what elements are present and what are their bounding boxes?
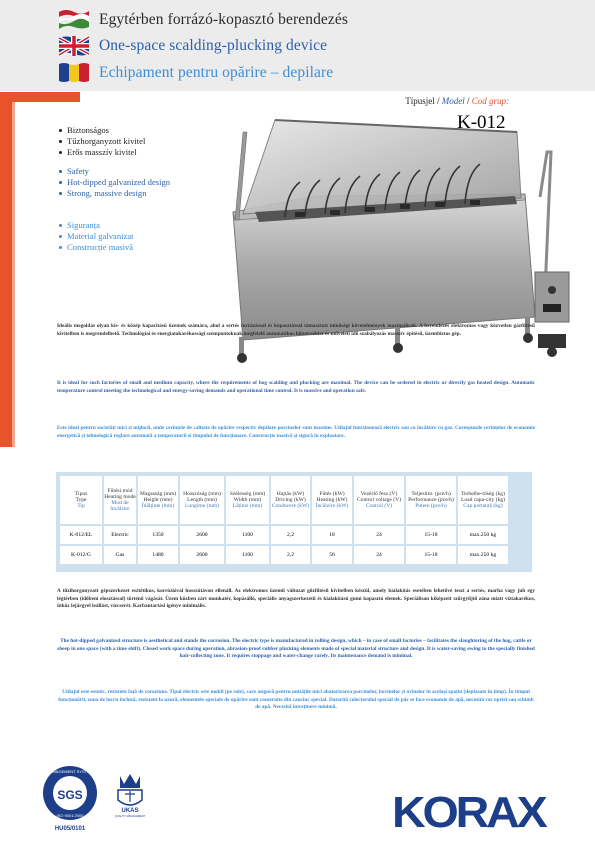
table-cell: 15-18 (406, 546, 456, 564)
ukas-label: UKAS (121, 808, 139, 814)
detail-en: The hot-dipped galvanized structure is aesthetical and stands the corrosion. The electric type is manufactured in rolling design, which – in case of small factories – facilitates the slaughtering of the hog, cattle or sheep in one space (with a time shift). Closed work space during operation, abrasion-proof rubber plucking elements made of special material structure and design. It is water-saving owing to the specially finished hair-collecting zone. It requires stoppage and water-change rarely. Its maintenance demand is minimal. (57, 638, 535, 660)
table-cell: 1100 (226, 526, 269, 544)
description-en: It is ideal for such factories of small and medium capacity, where the requirements of hog scalding and plucking are maximal. The device can be ordered in electric or directly gas heated design. Automatic temperature control meeting the technological and energy-saving demands and operational time control. It is massive and operation safe. (57, 380, 535, 394)
features-hu (59, 125, 145, 158)
table-header-cell: Hajtás (kW) Driving (kW) Conducere (kW) (271, 476, 310, 524)
accent-bar-light (12, 102, 15, 447)
header-row-en (0, 32, 595, 60)
feature-item: Safety (59, 166, 170, 177)
table-header-cell: Terhelhe-tőség (kg) Load capa-city (kg) Cap.portantă (kg) (458, 476, 508, 524)
table-header-cell: Vezérlő fesz.(V) Control voltage (V) Control (V) (354, 476, 404, 524)
iso-text: ISO 9001:2000 (56, 813, 84, 818)
cert-number: HU05/0101 (54, 826, 86, 832)
title-ro: Echipament pentru opărire – depilare (99, 64, 334, 81)
table-header-cell: Fűtési mód Heating mode Mod de încălzire (104, 476, 136, 524)
detail-ro: Utilajul este estetic, rezistent față de coroziune. Tipul electric este mobil (pe role), care asigură pentru unitățile mici abatorizarea porcinelor, bovinelor și ovinelor în același spațiu (deplasate în timp). În timpul funcționării, zona de lucru închisă, rezistent la uzură, elementele speciale de opărire sunt construite din cauciuc special. Datorită colectorului special de păr se face economie de apă, necesită rar opriri sau schimb de apă. Necesită întreținere minimă. (58, 689, 534, 711)
table-header-cell: Fűtés (kW) Heating (kW) Încălzire (kW) (312, 476, 352, 524)
table-cell: 56 (312, 546, 352, 564)
table-cell: 18 (312, 526, 352, 544)
type-label-ro: Cod grup: (471, 96, 509, 106)
table-header-cell: Magasság (mm) Height (mm) Înălțime (mm) (138, 476, 178, 524)
table-cell: max.250 kg (458, 526, 508, 544)
feature-item: Tűzhorganyzott kivitel (59, 136, 145, 147)
type-label-en: Model (441, 96, 465, 106)
table-cell: 2600 (180, 546, 224, 564)
model-code: K-012 (457, 112, 506, 133)
feature-item: Strong, massive design (59, 188, 170, 199)
type-line (405, 96, 509, 106)
type-sep-1: / (434, 96, 442, 106)
table-cell: 1480 (138, 546, 178, 564)
table-cell: 2600 (180, 526, 224, 544)
features-ro (59, 220, 134, 253)
table-header-cell: Típus Type Tip (60, 476, 102, 524)
feature-item: Siguranța (59, 220, 134, 231)
uk-flag-icon (58, 35, 90, 57)
spec-table (58, 474, 510, 566)
ukas-sub: QUALITY MANAGEMENT (114, 815, 146, 818)
sgs-ring-text: MANAGEMENT SYSTEM (46, 769, 94, 774)
title-en: One-space scalding-plucking device (99, 37, 328, 54)
table-cell: Gas (104, 546, 136, 564)
feature-item: Material galvanizat (59, 231, 134, 242)
table-cell: 24 (354, 546, 404, 564)
table-row (60, 546, 508, 564)
feature-item: Construcție masivă (59, 242, 134, 253)
table-header-cell: Teljesítm. (pce/h) Performance (pce/h) Putere (pce/h) (406, 476, 456, 524)
title-hu: Egytérben forrázó-kopasztó berendezés (99, 11, 348, 28)
feature-item: Erős masszív kivitel (59, 147, 145, 158)
table-cell: 1350 (138, 526, 178, 544)
table-header-cell: Hosszúság (mm) Length (mm) Lungime (mm) (180, 476, 224, 524)
features-en (59, 166, 170, 199)
description-hu: Ideális megoldás olyan kis- és közép kapacitású üzemek számára, ahol a sertés forrázással és kopasztással támasztott minőségi követelmények maximálisak. A berendezés elektromos vagy közvetlen gázfűtésű kivitelben is megrendelhető. Technológiai és energiatakarékossági szempontoknak megfelelő automatikus hőmérséklet és műveleti idő szabályozás masszív építésű, üzembiztos gép. (57, 323, 535, 337)
type-sep-2: / (464, 96, 472, 106)
table-cell: 24 (354, 526, 404, 544)
type-label-hu: Típusjel (405, 96, 435, 106)
table-cell: 1100 (226, 546, 269, 564)
header-row-hu (0, 4, 595, 32)
header-row-ro (0, 59, 595, 87)
korax-logo: KORAX (392, 788, 545, 837)
table-cell: max.250 kg (458, 546, 508, 564)
table-cell: Electric (104, 526, 136, 544)
romania-flag-icon (58, 61, 90, 83)
table-cell: 2,2 (271, 546, 310, 564)
table-cell: K-012/EL (60, 526, 102, 544)
table-header-row (60, 476, 508, 524)
table-cell: 15-18 (406, 526, 456, 544)
sgs-label: SGS (57, 788, 83, 802)
accent-ribbon (0, 92, 80, 102)
table-header-cell: Szélesség (mm) Width (mm) Lățime (mm) (226, 476, 269, 524)
feature-item: Biztonságos (59, 125, 145, 136)
table-cell: K-012/G (60, 546, 102, 564)
ukas-crown-icon (113, 770, 147, 818)
hungary-flag-icon (58, 8, 90, 30)
sgs-certification-icon (40, 763, 100, 823)
table-row (60, 526, 508, 544)
table-cell: 2,2 (271, 526, 310, 544)
description-ro: Este ideal pentru societăți mici și mijlocii, unde cerințele de calitate de opărire respectiv depilare porcinelor sunt maxime. Utilajul funcționează electric sau cu încălzire cu gaz. Corespunde cerințelor de economie energetică și tehnologică reglare automată a temperaturii și timpului de funcționare. Construcție masivă și sigură în exploatare. (57, 425, 535, 439)
feature-item: Hot-dipped galvanized design (59, 177, 170, 188)
header-band (0, 0, 595, 91)
accent-bar (0, 102, 12, 447)
detail-hu: A tűzihorganyzott gépszerkezet esztétikus, korrózióval hosszútávon ellenáll. Az elektromos üzemű változat gőzfűtésű kivitelben készül, amely kialakítás esetében lehetővé teszi a sertés, marha vagy juh egy légtérben (időbeni elosztással) történő vágását. Üzem közben zárt munkatér, kopásálló, speciális anyagszerkezetű és kialakítású gumi kopasztó elemek. Speciálisan kiképzett szőrgyűjtő zóna miatt víztakarékos, ütköz lejárgyel leállást, vízcserét. Karbantartási igénye minimális. (57, 588, 535, 610)
